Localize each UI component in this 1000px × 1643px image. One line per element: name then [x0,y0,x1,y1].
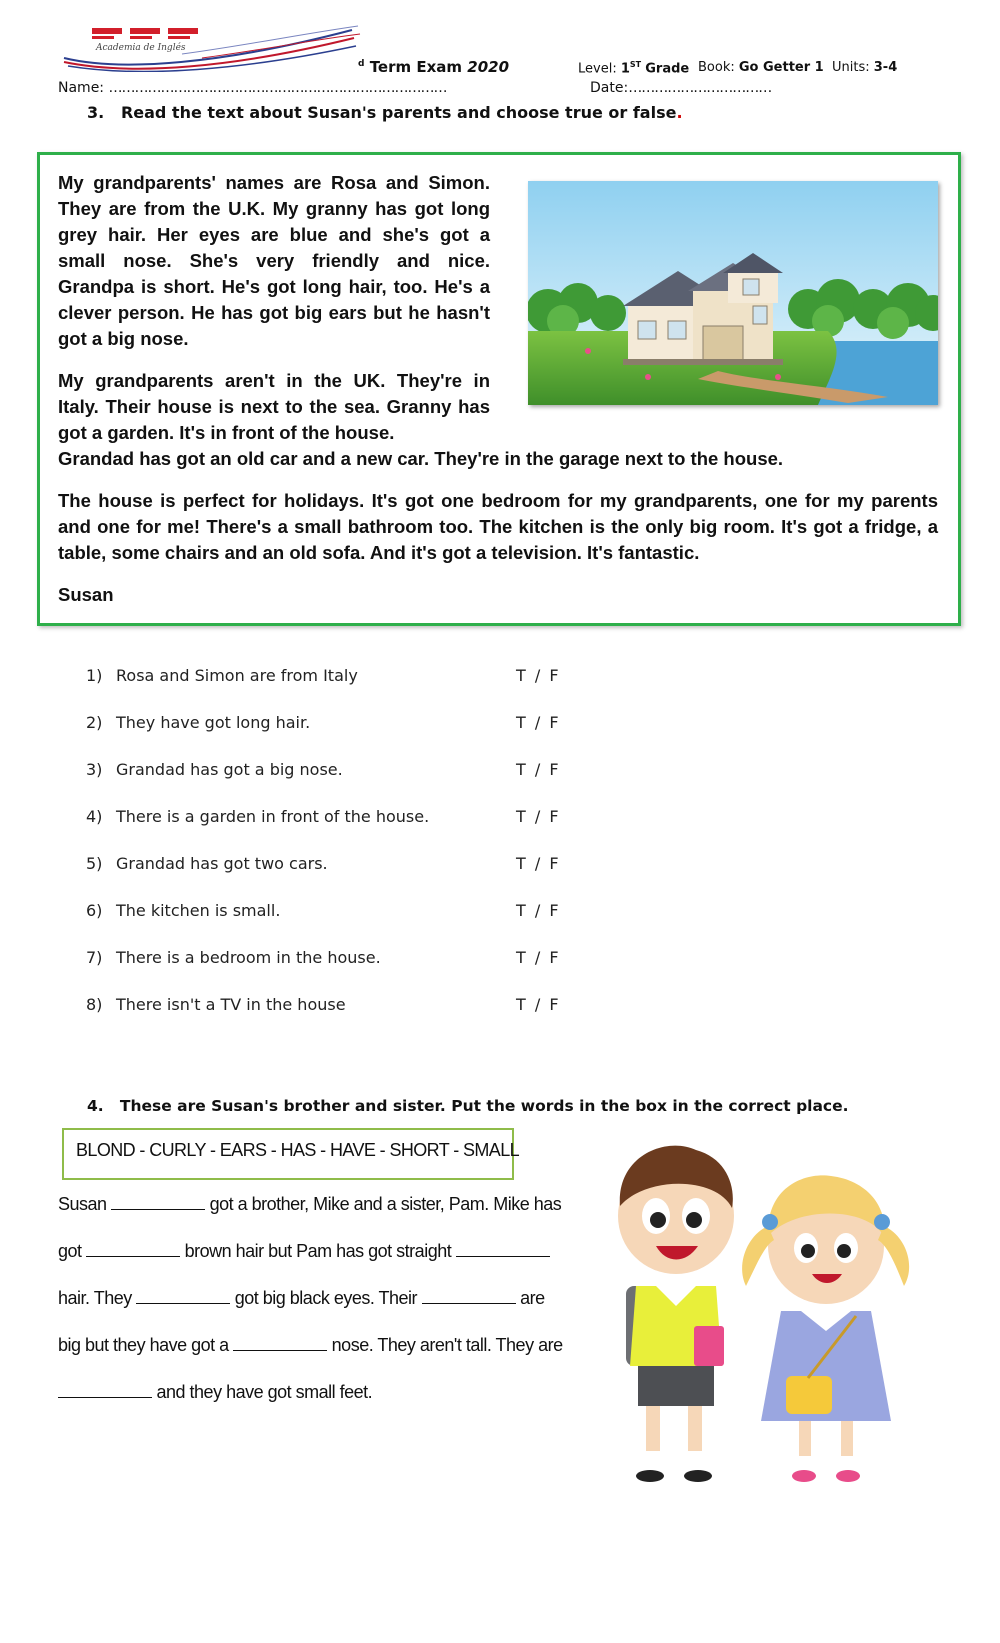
statement-number: 7) [86,948,103,967]
statement-text: There is a bedroom in the house. [116,948,381,967]
fill-line-1: Susan got a brother, Mike and a sister, Pam. Mike has [58,1194,562,1214]
blank-6[interactable] [233,1349,327,1351]
fill-line-2: got brown hair but Pam has got straight [58,1241,550,1262]
blank-2[interactable] [86,1255,180,1257]
true-false-choice[interactable]: T / F [516,807,561,826]
book-info: Book: Go Getter 1 [698,60,824,75]
statement-text: Grandad has got a big nose. [116,760,343,779]
blank-3[interactable] [456,1255,550,1257]
reading-paragraph-2: My grandparents aren't in the UK. They're in Italy. Their house is next to the sea. Granny has got a garden. It's in front of the house. [58,370,490,443]
blank-1[interactable] [111,1208,205,1210]
statement-text: There is a garden in front of the house. [116,807,430,826]
exam-title: $^d$ Term Exam 2020 [358,58,510,76]
true-false-choice[interactable]: T / F [516,995,561,1014]
svg-text:Academia de Inglés: Academia de Inglés [96,43,186,53]
fill-line-3: hair. They got big black eyes. Their are [58,1288,545,1308]
statement-text: The kitchen is small. [116,901,281,920]
statement-text: Rosa and Simon are from Italy [116,666,358,685]
true-false-choice[interactable]: T / F [516,901,561,920]
statement-text: There isn't a TV in the house [116,995,346,1014]
statement-number: 5) [86,854,103,873]
school-logo [62,24,362,72]
statement-number: 4) [86,807,103,826]
section4-instruction: 4. These are Susan's brother and sister. Put the words in the box in the correct place. [87,1097,849,1115]
statement-text: They have got long hair. [116,713,311,732]
fill-line-5: and they have got small feet. [58,1382,372,1403]
signature: Susan [58,584,114,605]
date-field[interactable]: Date:…………………………… [590,80,772,96]
name-field[interactable]: Name: …………………………………………………………………… [58,80,447,96]
fill-line-4: big but they have got a nose. They aren't tall. They are [58,1335,563,1355]
level-info: Level: 1ST Grade [578,60,690,77]
brother-and-sister-illustration [586,1136,916,1516]
blank-5[interactable] [422,1302,516,1304]
true-false-choice[interactable]: T / F [516,760,561,779]
statement-number: 2) [86,713,103,732]
statement-text: Grandad has got two cars. [116,854,328,873]
statement-number: 6) [86,901,103,920]
blank-4[interactable] [136,1302,230,1304]
units-info: Units: 3-4 [832,60,898,75]
reading-paragraph-3: The house is perfect for holidays. It's got one bedroom for my grandparents, one for my parents and one for me! There's a small bathroom too. The kitchen is the only big room. It's got a fridge, a table, some chairs and an old sofa. And it's got a television. It's fantastic. [58,490,938,563]
true-false-choice[interactable]: T / F [516,666,561,685]
blank-7[interactable] [58,1396,152,1398]
reading-paragraph-2-continued: Grandad has got an old car and a new car. They're in the garage next to the house. [58,448,784,469]
boy-figure [618,1146,734,1482]
statement-number: 1) [86,666,103,685]
true-false-choice[interactable]: T / F [516,948,561,967]
house-illustration [528,181,938,405]
true-false-choice[interactable]: T / F [516,713,561,732]
true-false-choice[interactable]: T / F [516,854,561,873]
reading-paragraph-1: My grandparents' names are Rosa and Simon. They are from the U.K. My granny has got long grey hair. Her eyes are blue and she's got a small nose. She's very friendly and nice. Grandpa is short. He's got long hair, too. He's a clever person. He has got big ears but he hasn't got a big nose. [58,172,490,349]
word-box-words: BLOND - CURLY - EARS - HAS - HAVE - SHORT - SMALL [76,1140,520,1160]
statement-number: 3) [86,760,103,779]
section3-instruction: 3. Read the text about Susan's parents and choose true or false. [87,103,683,122]
statement-number: 8) [86,995,103,1014]
girl-figure [742,1175,909,1482]
